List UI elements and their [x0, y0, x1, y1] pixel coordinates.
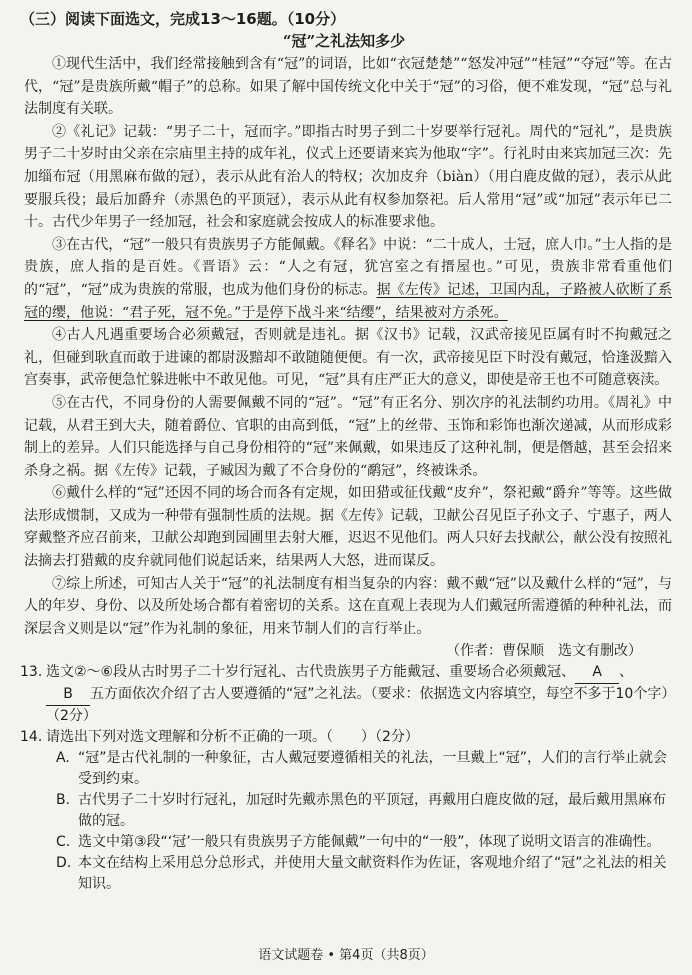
option-c-text: 选文中第③段“‘冠’一般只有贵族男子方能佩戴”一句中的“一般”，体现了说明文语言的准确性。: [78, 834, 661, 851]
option-d-letter: D.: [56, 855, 72, 872]
question-13-text-1: 选文②～⑥段从古时男子二十岁行冠礼、古代贵族男子方能戴冠、重要场合必须戴冠、: [46, 664, 576, 681]
paragraph-4: ④古人凡遇重要场合必须戴冠，否则就是违礼。据《汉书》记载，汉武帝接见臣属有时不拘戴冠之礼，但碰到耿直而敢于进谏的都尉汲黯却不敢随随便便。有一次，武帝接见臣下时没有戴冠，恰逢汲黯入宫奏事，武帝便急忙躲进帐中不敢见他。可见，“冠”具有庄严正大的意义，即使是帝王也不可随意亵渎。: [24, 327, 672, 389]
option-a[interactable]: [16, 748, 672, 790]
paragraph-7: ⑦综上所述，可知古人关于“冠”的礼法制度有相当复杂的内容：戴不戴“冠”以及戴什么样的“冠”，与人的年岁、身份、以及所处场合都有着密切的关系。这在直观上表现为人们戴冠所需遵循的种种礼法，而深层含义则是以“冠”作为礼制的象征，用来节制人们的言行举止。: [24, 575, 672, 637]
paragraph-3: [16, 234, 672, 324]
question-14: [16, 727, 672, 748]
option-a-text: “冠”是古代礼制的一种象征，古人戴冠要遵循相关的礼法，一旦戴上“冠”，人们的言行举止就会受到约束。: [78, 750, 668, 788]
paragraph-3-underlined: 据《左传》记述，卫国内乱，子路被人砍断了系冠的缨，他说：“君子死，冠不免。”于是停下战斗来“结缨”，结果被对方杀死。: [24, 281, 672, 321]
paragraph-6: ⑥戴什么样的“冠”还因不同的场合而各有定规，如田猎或征伐戴“皮弁”，祭祀戴“爵弁”等等。这些做法形成惯制，又成为一种带有强制性质的法规。据《左传》记载，卫献公召见臣子孙文子、宁惠子，两人穿戴整齐应召前来，卫献公却跑到园圃里去射大雁，迟迟不见他们。两人只好去找献公，献公没有按照礼法摘去打猎戴的皮弁就同他们说起话来，结果两人大怒，进而谋反。: [24, 485, 672, 570]
question-14-number: 14.: [20, 729, 43, 746]
option-d-text: 本文在结构上采用总分总形式，并使用大量文献资料作为佐证，客观地介绍了“冠”之礼法的相关知识。: [78, 855, 667, 893]
option-a-letter: A.: [56, 750, 70, 767]
question-13-text-2: 五方面依次介绍了古人要遵循的“冠”之礼法。（要求：依据选文内容填空，每空不多于10个字）（2分）: [46, 686, 669, 725]
question-14-text: 请选出下列对选文理解和分析不正确的一项。（ ）（2分）: [46, 729, 419, 746]
blank-separator: 、: [619, 664, 634, 681]
option-c[interactable]: [16, 832, 672, 853]
attribution: （作者：曹保顺 选文有删改）: [446, 643, 642, 660]
article-title: “冠”之礼法知多少: [282, 32, 406, 50]
question-13: [16, 662, 672, 727]
option-b-text: 古代男子二十岁时行冠礼，加冠时先戴赤黑色的平顶冠，再戴用白鹿皮做的冠，最后戴用黑麻布做的冠。: [78, 792, 666, 830]
page-footer: 语文试题卷 • 第4页（共8页）: [258, 948, 434, 963]
blank-a[interactable]: A: [575, 662, 619, 684]
paragraph-5: ⑤在古代，不同身份的人需要佩戴不同的“冠”。“冠”有正名分、别次序的礼法制约功用。《周礼》中记载，从君王到大夫，随着爵位、官职的由高到低，“冠”上的丝带、玉饰和彩饰也渐次递减，从而形成彩制上的差异。人们只能选择与自己身份相符的“冠”来佩戴，如果违反了这种礼制，便是僭越，甚至会招来杀身之祸。据《左传》记载，子臧因为戴了不合身份的“鹬冠”，终被诛杀。: [24, 394, 672, 479]
option-b-letter: B.: [56, 792, 71, 809]
paragraph-3-text: ③在古代，“冠”一般只有贵族男子方能佩戴。《释名》中说：“二十成人，士冠，庶人巾。”士人指的是贵族，庶人指的是百姓。《晋语》云：“人之有冠，犹宫室之有搢屋也。”可见，贵族非常看重他们的“冠”，“冠”成为贵族的常服，也成为他们身份的标志。: [24, 236, 672, 298]
question-13-number: 13.: [20, 664, 43, 681]
option-d[interactable]: [16, 853, 672, 895]
option-b[interactable]: [16, 790, 672, 832]
option-c-letter: C.: [56, 834, 71, 851]
paragraph-1: ①现代生活中，我们经常接触到含有“冠”的词语，比如“衣冠楚楚”“怒发冲冠”“桂冠”“夺冠”等。在古代，“冠”是贵族所戴“帽子”的总称。如果了解中国传统文化中关于“冠”的习俗，便不难发现，“冠”总与礼法制度有关联。: [24, 56, 672, 118]
blank-b[interactable]: B: [46, 684, 90, 706]
section-header: （三）阅读下面选文，完成13～16题。（10分）: [20, 10, 346, 28]
paragraph-2: ②《礼记》记载：“男子二十，冠而字。”即指古时男子到二十岁要举行冠礼。周代的“冠礼”，是贵族男子二十岁时由父亲在宗庙里主持的成年礼，仪式上还要请来宾为他取“字”。行礼时由来宾加冠三次：先加缁布冠（用黑麻布做的冠），表示从此有治人的特权；次加皮弁（biàn）（用白鹿皮做的冠），表示从此要服兵役；最后加爵弁（赤黑色的平顶冠），表示从此有权参加祭祀。后人常用“冠”或“加冠”表示年已二十。古代少年男子一经加冠，社会和家庭就会按成人的标准要求他。: [24, 123, 672, 231]
